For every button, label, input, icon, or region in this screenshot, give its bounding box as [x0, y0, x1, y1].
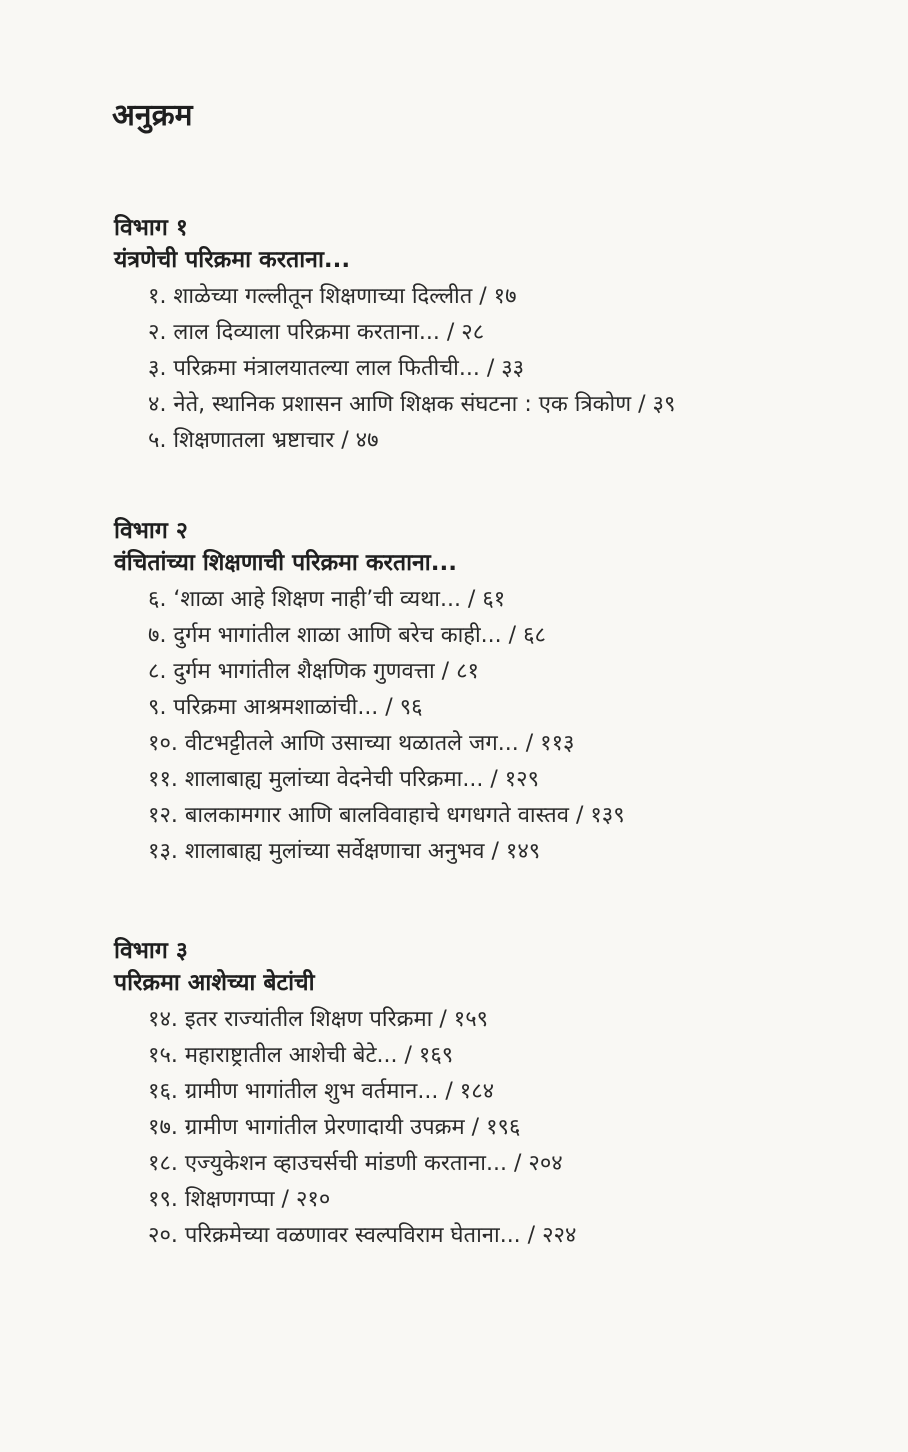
page-title: अनुक्रम — [112, 98, 193, 133]
toc-entry: ७. दुर्गम भागांतील शाळा आणि बरेच काही... / ६८ — [148, 623, 546, 648]
entry-list — [114, 279, 854, 459]
section-2 — [114, 516, 854, 870]
toc-entry: १६. ग्रामीण भागांतील शुभ वर्तमान... / १८४ — [148, 1079, 495, 1104]
section-1 — [114, 213, 854, 459]
toc-entry: ९. परिक्रमा आश्रमशाळांची... / ९६ — [148, 695, 423, 720]
toc-entry: १. शाळेच्या गल्लीतून शिक्षणाच्या दिल्लीत / १७ — [148, 284, 517, 309]
toc-entry: १३. शालाबाह्य मुलांच्या सर्वेक्षणाचा अनुभव / १४९ — [148, 839, 541, 864]
toc-entry: १८. एज्युकेशन व्हाउचर्सची मांडणी करताना... / २०४ — [148, 1151, 563, 1176]
toc-entry: १०. वीटभट्टीतले आणि उसाच्या थळातले जग... / ११३ — [148, 731, 575, 756]
toc-entry: ११. शालाबाह्य मुलांच्या वेदनेची परिक्रमा... / १२९ — [148, 767, 540, 792]
toc-entry: १७. ग्रामीण भागांतील प्रेरणादायी उपक्रम / १९६ — [148, 1115, 521, 1140]
toc-entry: १९. शिक्षणगप्पा / २१० — [148, 1187, 331, 1212]
toc-entry: २. लाल दिव्याला परिक्रमा करताना... / २८ — [148, 320, 485, 345]
section-3 — [114, 936, 854, 1254]
section-heading: परिक्रमा आशेच्या बेटांची — [114, 970, 315, 996]
section-heading: यंत्रणेची परिक्रमा करताना... — [114, 247, 351, 273]
section-label: विभाग ३ — [114, 938, 188, 964]
toc-entry: ६. ‘शाळा आहे शिक्षण नाही’ची व्यथा... / ६१ — [148, 587, 506, 612]
section-label: विभाग १ — [114, 215, 188, 241]
toc-entry: ३. परिक्रमा मंत्रालयातल्या लाल फितीची... / ३३ — [148, 356, 525, 381]
toc-entry: ५. शिक्षणातला भ्रष्टाचार / ४७ — [148, 428, 379, 453]
section-heading: वंचितांच्या शिक्षणाची परिक्रमा करताना... — [114, 550, 457, 576]
toc-entry: २०. परिक्रमेच्या वळणावर स्वल्पविराम घेताना... / २२४ — [148, 1223, 577, 1248]
entry-list — [114, 582, 854, 870]
entry-list — [114, 1002, 854, 1254]
toc-entry: १५. महाराष्ट्रातील आशेची बेटे... / १६९ — [148, 1043, 454, 1068]
section-label: विभाग २ — [114, 518, 188, 544]
toc-entry: ८. दुर्गम भागांतील शैक्षणिक गुणवत्ता / ८१ — [148, 659, 479, 684]
toc-entry: १२. बालकामगार आणि बालविवाहाचे धगधगते वास्तव / १३९ — [148, 803, 625, 828]
toc-entry: १४. इतर राज्यांतील शिक्षण परिक्रमा / १५९ — [148, 1007, 489, 1032]
toc-entry: ४. नेते, स्थानिक प्रशासन आणि शिक्षक संघटना : एक त्रिकोण / ३९ — [148, 392, 676, 417]
